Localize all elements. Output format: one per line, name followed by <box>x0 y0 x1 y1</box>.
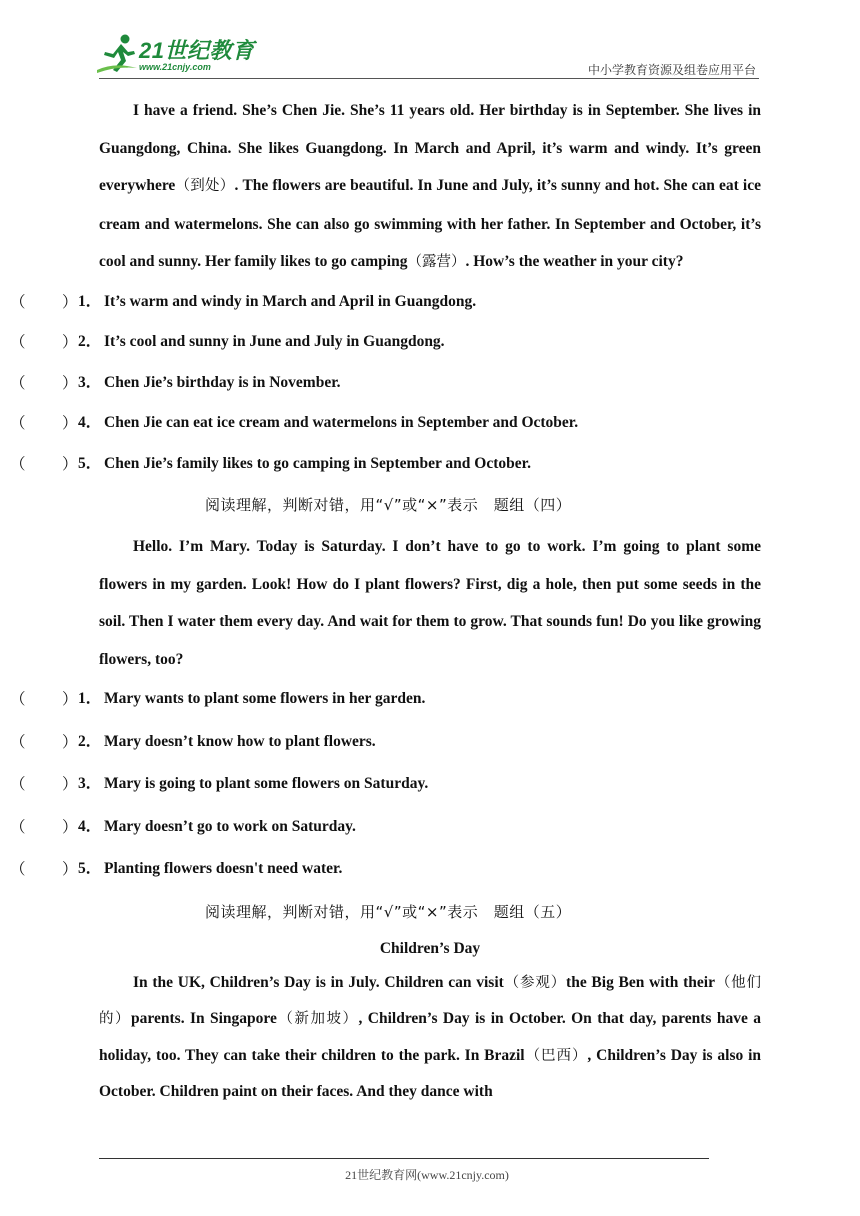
passage-2: Hello. I’m Mary. Today is Saturday. I don’t have to go to work. I’m going to plant some flowers in my garden. Look! How do I plant flowers? First, dig a hole, then put some seeds in the soil. Then I water them every day. And wait for them to grow. That sounds fun! Do you like growing flowers, too? <box>99 538 761 668</box>
gloss: （巴西） <box>524 1047 588 1064</box>
answer-paren-close: ） <box>62 414 78 432</box>
question-text: It’s warm and windy in March and April in Guangdong. <box>104 292 477 310</box>
answer-paren-open: （ <box>10 414 26 432</box>
answer-paren-close: ） <box>62 292 78 311</box>
question-item <box>0 363 761 404</box>
answer-paren-close: ） <box>62 373 78 392</box>
question-text: Mary is going to plant some flowers on Saturday. <box>104 775 429 792</box>
question-number: 1． <box>78 292 102 310</box>
question-item <box>0 806 761 849</box>
passage-text: parents. In Singapore <box>131 1010 277 1027</box>
question-item <box>0 848 761 891</box>
page-footer <box>0 1166 860 1183</box>
answer-paren-open: （ <box>10 732 26 751</box>
answer-paren-close: ） <box>62 454 78 473</box>
question-number: 3． <box>78 373 102 391</box>
answer-paren-open: （ <box>10 454 26 473</box>
passage-text: I have a friend. She’s Chen Jie. She’s 11 years old. Her birthday is in September. She lives in Guangdong, China. She likes Guangdong. In March and April, it’s warm and windy. It’s green everywhere <box>99 102 761 194</box>
passage-text: , Children’s Day is in October. On that day, parents have a holiday, too. They can take their children to the park. In Brazil <box>99 1010 761 1064</box>
passage-1 <box>99 92 761 282</box>
gloss: （参观） <box>503 974 567 991</box>
footer-text: 21世纪教育网(www.21cnjy.com) <box>345 1168 509 1182</box>
question-item <box>0 678 761 721</box>
header-divider <box>99 78 759 79</box>
header-tagline: 中小学教育资源及组卷应用平台 <box>587 63 756 77</box>
question-item <box>0 322 761 363</box>
question-number: 4． <box>78 414 102 431</box>
site-logo <box>95 32 265 78</box>
answer-paren-close: ） <box>62 732 78 751</box>
section-heading-4: 阅读理解，判断对错，用“√”或“×”表示 题组（四） <box>205 496 572 514</box>
answer-paren-close: ） <box>62 333 78 351</box>
answer-paren-close: ） <box>62 817 78 836</box>
answer-paren-open: （ <box>10 690 26 708</box>
passage-text: the Big Ben with their <box>566 973 715 991</box>
question-text: Planting flowers doesn't need water. <box>104 860 343 877</box>
answer-paren-open: （ <box>10 860 26 878</box>
answer-paren-close: ） <box>62 690 78 708</box>
question-number: 5． <box>78 454 102 472</box>
answer-paren-open: （ <box>10 292 26 311</box>
passage-text: . How’s the weather in your city? <box>465 253 684 270</box>
question-item <box>0 444 761 485</box>
gloss: （新加坡） <box>276 1011 359 1027</box>
question-number: 5． <box>78 860 102 877</box>
question-item <box>0 763 761 806</box>
question-list-2 <box>0 678 761 891</box>
question-number: 3． <box>78 775 102 792</box>
answer-paren-open: （ <box>10 817 26 836</box>
gloss: （到处） <box>175 178 235 194</box>
question-text: Mary doesn’t go to work on Saturday. <box>104 817 356 835</box>
question-item <box>0 403 761 444</box>
document-body <box>10 92 762 1110</box>
question-list-1 <box>0 282 761 485</box>
passage-3 <box>99 965 761 1110</box>
answer-paren-open: （ <box>10 775 26 793</box>
question-number: 4． <box>78 817 102 835</box>
question-number: 1． <box>78 690 102 707</box>
passage-text: . The flowers are beautiful. In June and July, it’s sunny and hot. She can eat ice cream and watermelons. She can also go swimming with her father. In September and October, it’s cool and sunny. Her family likes to go camping <box>99 177 761 270</box>
passage-text: , Children’s Day is also in October. Children paint on their faces. And they dance with <box>99 1046 762 1100</box>
runner-icon <box>95 32 139 76</box>
question-text: Mary wants to plant some flowers in her garden. <box>104 690 426 707</box>
answer-paren-close: ） <box>62 775 78 793</box>
logo-url: www.21cnjy.com <box>139 62 211 72</box>
question-item <box>0 282 761 323</box>
question-text: Chen Jie’s family likes to go camping in September and October. <box>104 454 531 472</box>
logo-text: 21世纪教育 <box>139 38 255 63</box>
question-text: It’s cool and sunny in June and July in Guangdong. <box>104 333 445 350</box>
passage-3-title: Children’s Day <box>379 939 481 957</box>
answer-paren-open: （ <box>10 373 26 392</box>
question-text: Chen Jie’s birthday is in November. <box>104 373 341 391</box>
answer-paren-open: （ <box>10 333 26 351</box>
question-text: Mary doesn’t know how to plant flowers. <box>104 732 376 750</box>
gloss: （他们的） <box>99 974 762 1027</box>
question-number: 2． <box>78 333 102 350</box>
answer-paren-close: ） <box>62 860 78 878</box>
passage-text: In the UK, Children’s Day is in July. Children can visit <box>133 973 504 991</box>
gloss: （露营） <box>407 254 466 270</box>
question-number: 2． <box>78 732 102 750</box>
section-heading-5: 阅读理解，判断对错，用“√”或“×”表示 题组（五） <box>205 902 572 921</box>
footer-divider <box>99 1158 709 1159</box>
question-item <box>0 721 761 764</box>
page-header <box>0 0 860 80</box>
question-text: Chen Jie can eat ice cream and watermelons in September and October. <box>104 414 579 431</box>
